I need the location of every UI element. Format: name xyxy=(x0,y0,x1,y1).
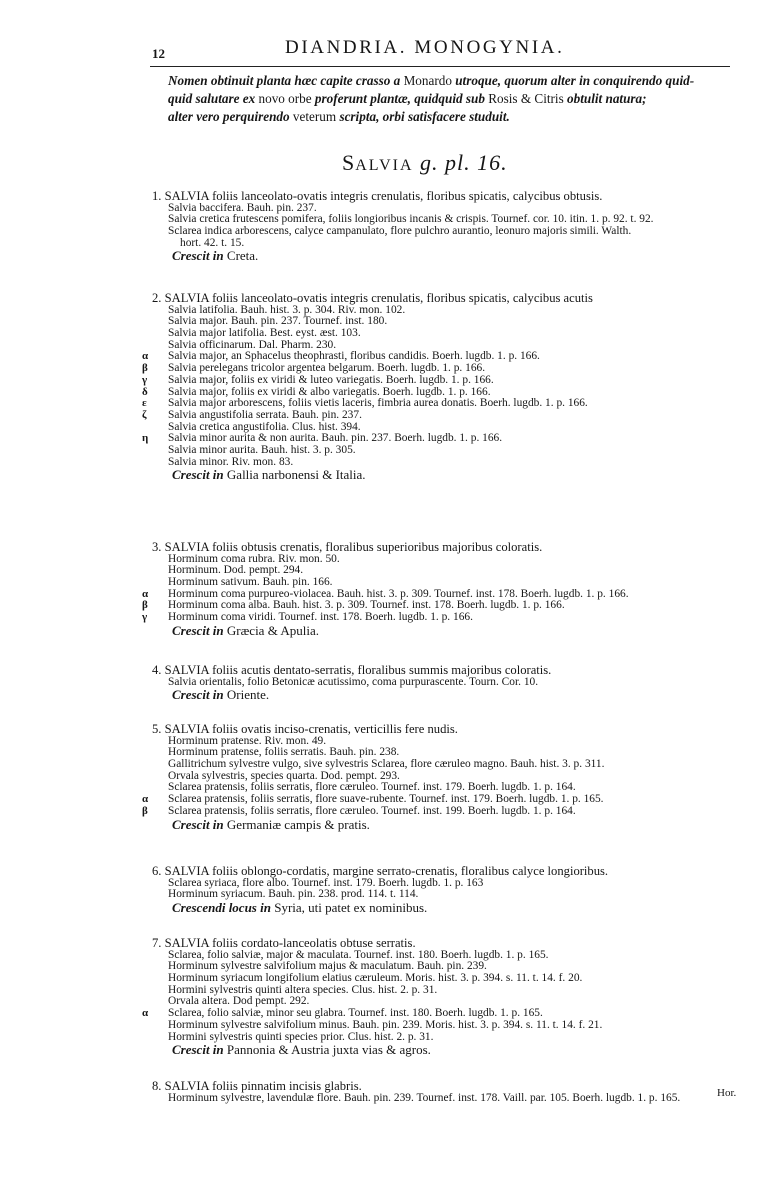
line-text: Horminum coma viridi. Tournef. inst. 178. Boerh. lugdb. 1. p. 166. xyxy=(168,611,473,624)
genus-name: ALVIA xyxy=(355,157,414,174)
line-text: Sclarea pratensis, foliis serratis, flore cæruleo. Tournef. inst. 179. Boerh. lugdb. 1. p. 164. xyxy=(168,781,576,794)
synonym-line xyxy=(152,889,752,901)
line-text: Orvala altera. Dod pempt. 292. xyxy=(168,995,310,1008)
line-text: Salvia latifolia. Bauh. hist. 3. p. 304. Riv. mon. 102. xyxy=(168,303,406,316)
synonym-line xyxy=(142,408,752,422)
synonym-line xyxy=(152,445,752,457)
synonym-line xyxy=(142,804,752,818)
line-text: Salvia cretica angustifolia. Clus. hist. 394. xyxy=(168,420,361,433)
variety-marker: δ xyxy=(142,385,148,398)
species-entry-1 xyxy=(152,191,752,262)
intro-line: Nomen obtinuit planta hæc capite crasso a Monardo utroque, quorum alter in conquirendo quid- xyxy=(168,73,695,88)
line-text: Sclarea, folio salviæ, minor seu glabra. Tournef. inst. 180. Boerh. lugdb. 1. p. 165. xyxy=(168,1007,543,1020)
species-diagnosis xyxy=(152,191,752,203)
line-text: Horminum coma purpureo-violacea. Bauh. hist. 3. p. 309. Tournef. inst. 178. Boerh. lugdb. 1. p. 166. xyxy=(168,587,629,600)
species-diagnosis xyxy=(152,1081,752,1093)
habitat-line xyxy=(152,816,752,832)
species-entry-5 xyxy=(142,722,752,832)
habitat-label: Crescit in xyxy=(172,248,224,264)
synonym-line xyxy=(152,973,752,985)
line-text: Gallitrichum sylvestre vulgo, sive sylvestris Sclarea, flore cæruleo magno. Bauh. hist. 3. p. 311. xyxy=(168,758,605,771)
line-text: Horminum syriacum longifolium elatius cæruleum. Moris. hist. 3. p. 394. s. 11. t. 14. f. 20. xyxy=(168,972,583,985)
habitat-line xyxy=(152,622,752,638)
habitat-line xyxy=(152,469,752,481)
line-text: 7. SALVIA foliis cordato-lanceolatis obtuse serratis. xyxy=(152,936,416,950)
habitat-line xyxy=(152,902,752,914)
habitat-label: Crescendi locus in xyxy=(172,900,271,916)
line-text: Sclarea indica arborescens, calyce campanulato, flore pulchro aurantio, leonuro majoris simili. Walth. xyxy=(168,225,632,238)
line-text: 8. SALVIA foliis pinnatim incisis glabris. xyxy=(152,1079,362,1093)
line-text: Salvia major, an Sphacelus theophrasti, floribus candidis. Boerh. lugdb. 1. p. 166. xyxy=(168,350,540,363)
habitat-line xyxy=(152,1044,752,1056)
habitat-line xyxy=(152,250,752,262)
synonym-line xyxy=(142,611,752,624)
variety-marker: α xyxy=(142,1007,149,1020)
line-text: Sclarea, folio salviæ, major & maculata. Tournef. inst. 180. Boerh. lugdb. 1. p. 165. xyxy=(168,948,549,961)
variety-marker: α xyxy=(142,793,149,806)
line-text: Salvia perelegans tricolor argentea belgarum. Boerh. lugdb. 1. p. 166. xyxy=(168,362,486,375)
line-text: Salvia minor aurita & non aurita. Bauh. pin. 237. Boerh. lugdb. 1. p. 166. xyxy=(168,432,503,445)
line-text: Orvala sylvestris, species quarta. Dod. pempt. 293. xyxy=(168,769,400,782)
species-diagnosis xyxy=(152,938,752,950)
habitat-place: Creta. xyxy=(226,248,259,264)
variety-marker: β xyxy=(142,362,148,375)
synonym-line xyxy=(152,238,752,250)
synonym-line xyxy=(152,759,752,771)
line-text: Salvia major. Bauh. pin. 237. Tournef. inst. 180. xyxy=(168,315,388,328)
variety-marker: α xyxy=(142,587,149,600)
line-text: Horminum sylvestre salvifolium majus & maculatum. Bauh. pin. 239. xyxy=(168,960,487,973)
variety-marker: γ xyxy=(142,373,148,386)
habitat-place: Syria, uti patet ex nominibus. xyxy=(274,900,428,916)
line-text: Horminum sativum. Bauh. pin. 166. xyxy=(168,576,333,589)
variety-marker: β xyxy=(142,804,148,817)
line-text: Horminum. Dod. pempt. 294. xyxy=(168,564,304,577)
line-text: Salvia baccifera. Bauh. pin. 237. xyxy=(168,201,317,214)
running-header xyxy=(0,34,771,68)
habitat-place: Germaniæ campis & pratis. xyxy=(226,816,370,832)
habitat-place: Oriente. xyxy=(226,687,270,703)
species-entry-4 xyxy=(152,665,752,701)
line-text: Horminum sylvestre, lavendulæ flore. Bauh. pin. 239. Tournef. inst. 178. Vaill. par. 105. Boerh. lugdb. 1. p. 165. xyxy=(168,1091,681,1104)
line-text: Salvia major latifolia. Best. eyst. æst. 103. xyxy=(168,327,361,340)
line-text: Salvia major arborescens, foliis vietis laceris, fimbria aurea donatis. Boerh. lugdb. 1. p. 166. xyxy=(168,397,588,410)
habitat-label: Crescit in xyxy=(172,687,224,703)
running-title: DIANDRIA. MONOGYNIA. xyxy=(285,37,565,58)
line-text: Salvia minor aurita. Bauh. hist. 3. p. 305. xyxy=(168,443,356,456)
synonym-line xyxy=(152,457,752,469)
species-entry-3 xyxy=(142,540,752,638)
species-diagnosis xyxy=(152,293,752,305)
habitat-label: Crescit in xyxy=(172,1042,224,1058)
genus-reference: g. pl. 16. xyxy=(420,150,508,175)
line-text: Salvia major, foliis ex viridi & luteo variegatis. Boerh. lugdb. 1. p. 166. xyxy=(168,373,494,386)
line-text: 3. SALVIA foliis obtusis crenatis, floralibus superioribus majoribus coloratis. xyxy=(152,540,543,554)
page-number: 12 xyxy=(152,46,165,61)
variety-marker: ζ xyxy=(142,408,147,421)
header-rule xyxy=(150,66,730,67)
habitat-label: Crescit in xyxy=(172,816,224,832)
species-diagnosis xyxy=(152,866,752,878)
intro-line: alter vero perquirendo veterum scripta, orbi satisfacere studuit. xyxy=(168,109,510,124)
species-entry-6 xyxy=(152,866,752,914)
line-text: 1. SALVIA foliis lanceolato-ovatis integris crenulatis, floribus spicatis, calycibus obtusis. xyxy=(152,189,603,203)
line-text: 2. SALVIA foliis lanceolato-ovatis integris crenulatis, floribus spicatis, calycibus acutis xyxy=(152,291,593,305)
synonym-line xyxy=(142,373,752,387)
species-diagnosis xyxy=(152,665,752,677)
line-text: Horminum pratense. Riv. mon. 49. xyxy=(168,734,327,747)
synonym-line xyxy=(152,1020,752,1032)
line-text: Salvia orientalis, folio Betonicæ acutissimo, coma purpurascente. Tourn. Cor. 10. xyxy=(168,675,539,688)
intro-paragraph xyxy=(168,72,743,126)
genus-heading xyxy=(342,150,508,176)
species-entry-8 xyxy=(152,1081,752,1104)
line-text: Hormini sylvestris quinti altera species. Clus. hist. 2. p. 31. xyxy=(168,983,438,996)
line-text: Sclarea pratensis, foliis serratis, flore suave-rubente. Tournef. inst. 179. Boerh. lugdb. 1. p. 165. xyxy=(168,793,604,806)
variety-marker: ε xyxy=(142,397,147,410)
line-text: Salvia major, foliis ex viridi & albo variegatis. Boerh. lugdb. 1. p. 166. xyxy=(168,385,491,398)
line-text: Horminum sylvestre salvifolium minus. Bauh. pin. 239. Moris. hist. 3. p. 394. s. 11. t. 14. f. 21. xyxy=(168,1018,603,1031)
variety-marker: η xyxy=(142,432,149,445)
species-diagnosis xyxy=(152,724,752,736)
line-text: Salvia officinarum. Dal. Pharm. 230. xyxy=(168,338,337,351)
synonym-line xyxy=(152,1032,752,1044)
line-text: 6. SALVIA foliis oblongo-cordatis, margine serrato-crenatis, floralibus calyce longioribus. xyxy=(152,864,609,878)
variety-marker: γ xyxy=(142,611,148,624)
line-text: Hormini sylvestris quinti species prior. Clus. hist. 2. p. 31. xyxy=(168,1030,434,1043)
genus-initial: S xyxy=(342,150,356,175)
line-text: Sclarea pratensis, foliis serratis, flore cæruleo. Tournef. inst. 199. Boerh. lugdb. 1. p. 164. xyxy=(168,804,576,817)
synonym-line xyxy=(152,1093,752,1105)
catchword: Hor. xyxy=(717,1087,737,1099)
line-text: Horminum pratense, foliis serratis. Bauh. pin. 238. xyxy=(168,746,400,759)
line-text: 4. SALVIA foliis acutis dentato-serratis, floralibus summis majoribus coloratis. xyxy=(152,663,552,677)
habitat-line xyxy=(152,689,752,701)
synonym-line xyxy=(152,677,752,689)
synonym-line xyxy=(152,328,752,340)
line-text: Horminum coma alba. Bauh. hist. 3. p. 309. Tournef. inst. 178. Boerh. lugdb. 1. p. 166. xyxy=(168,599,565,612)
habitat-place: Gallia narbonensi & Italia. xyxy=(226,467,366,483)
intro-line: quid salutare ex novo orbe proferunt plantæ, quidquid sub Rosis & Citris obtulit natura; xyxy=(168,91,647,106)
line-text: Horminum coma rubra. Riv. mon. 50. xyxy=(168,552,340,565)
line-text: 5. SALVIA foliis ovatis inciso-crenatis, verticillis fere nudis. xyxy=(152,722,458,736)
species-entry-2 xyxy=(142,291,752,483)
line-text: Sclarea syriaca, flore albo. Tournef. inst. 179. Boerh. lugdb. 1. p. 163 xyxy=(168,876,484,889)
habitat-place: Græcia & Apulia. xyxy=(226,622,319,638)
habitat-label: Crescit in xyxy=(172,622,224,638)
species-diagnosis xyxy=(152,542,752,554)
line-text: Salvia minor. Riv. mon. 83. xyxy=(168,455,294,468)
variety-marker: β xyxy=(142,599,148,612)
synonym-line xyxy=(152,226,752,238)
species-entry-7 xyxy=(142,936,752,1058)
synonym-line xyxy=(152,577,752,589)
habitat-place: Pannonia & Austria juxta vias & agros. xyxy=(226,1042,431,1058)
line-text: Salvia cretica frutescens pomifera, foliis longioribus incanis & crispis. Tournef. cor. 10. itin. 1. p. 92. t. 92. xyxy=(168,213,654,226)
habitat-label: Crescit in xyxy=(172,467,224,483)
line-text: Horminum syriacum. Bauh. pin. 238. prod. 114. t. 114. xyxy=(168,888,419,901)
line-text: Salvia angustifolia serrata. Bauh. pin. 237. xyxy=(168,408,362,421)
line-text: hort. 42. t. 15. xyxy=(180,236,245,249)
variety-marker: α xyxy=(142,350,149,363)
